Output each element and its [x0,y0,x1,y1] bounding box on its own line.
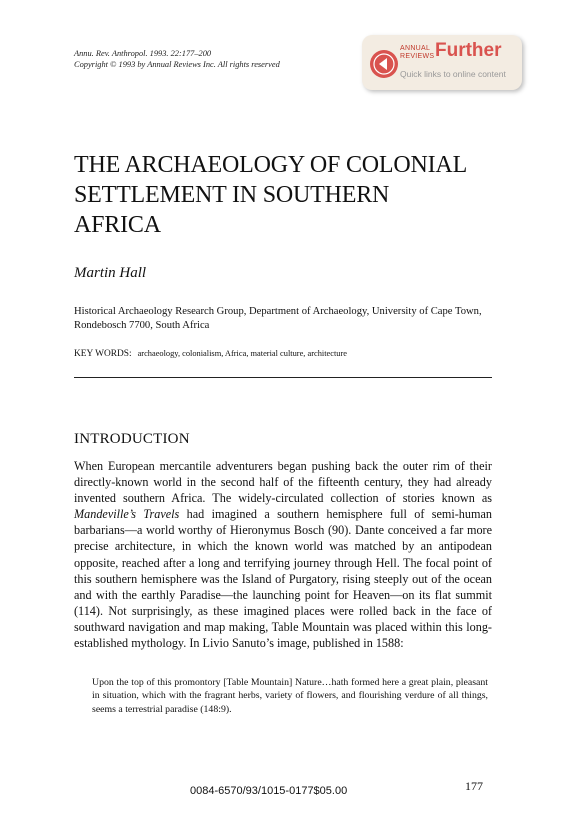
further-annual-reviews-label [400,45,434,60]
paragraph-text-part-1: When European mercantile adventurers began pushing back the outer rim of their directly-known world in the second half of the fifteenth century, they had already invented southern Africa. The widely-circulated collection of stories known as [74,459,492,506]
keywords-values: archaeology, colonialism, Africa, material culture, architecture [137,349,347,358]
keywords-label: KEY WORDS: [74,349,132,359]
further-wordmark: Further [435,40,502,61]
page-number: 177 [465,779,483,793]
book-title-mandevilles-travels: Mandeville’s Travels [74,507,180,522]
introduction-paragraph [74,458,492,651]
further-reviews-word: REVIEWS [400,52,435,60]
title-line-3: AFRICA [74,212,161,238]
header-divider [74,377,492,378]
journal-copyright: Copyright © 1993 by Annual Reviews Inc. All rights reserved [74,60,280,69]
author-affiliation: Historical Archaeology Research Group, Department of Archaeology, University of Cape Town, Rondebosch 7700, South Africa [74,306,482,331]
author-name: Martin Hall [74,265,147,281]
section-heading-introduction: INTRODUCTION [74,431,190,447]
title-line-1: THE ARCHAEOLOGY OF COLONIAL [74,152,468,178]
sanuto-block-quote: Upon the top of this promontory [Table Mountain] Nature…hath formed here a great plain, pleasant in situation, which with the fragrant herbs, variety of flowers, and flourishing verdure of all things, seems a terrestrial paradise (148:9). [92,677,488,715]
journal-citation: Annu. Rev. Anthropol. 1993. 22:177–200 [74,49,212,58]
keywords-line [74,349,347,359]
left-arrow-circle-icon [369,49,399,79]
further-annual-word: ANNUAL [400,45,431,52]
footer-article-code: 0084-6570/93/1015-0177$05.00 [190,785,348,797]
further-tagline: Quick links to online content [400,69,506,79]
paragraph-text-part-2: had imagined a southern hemisphere full of semi-human barbarians—a world worthy of Hieronymus Bosch (90). Dante conceived a far more precise architecture, in which the known world was matched by an antipodean opposite, reached after a long and terrifying journey through Hell. The focal point of this southern hemisphere was the Island of Purgatory, rising steeply out of the ocean and with the earthly Paradise—the launching point for Heaven—on its flat summit (114). Not surprisingly, as these imagined places were rolled back in the face of southward navigation and map making, Table Mountain was placed within this long-established mythology. In Livio Sanuto’s image, published in 1588: [74,507,492,651]
further-reviews-badge[interactable] [362,35,522,90]
journal-meta [74,48,280,70]
article-title [74,150,467,240]
title-line-2: SETTLEMENT IN SOUTHERN [74,182,390,208]
